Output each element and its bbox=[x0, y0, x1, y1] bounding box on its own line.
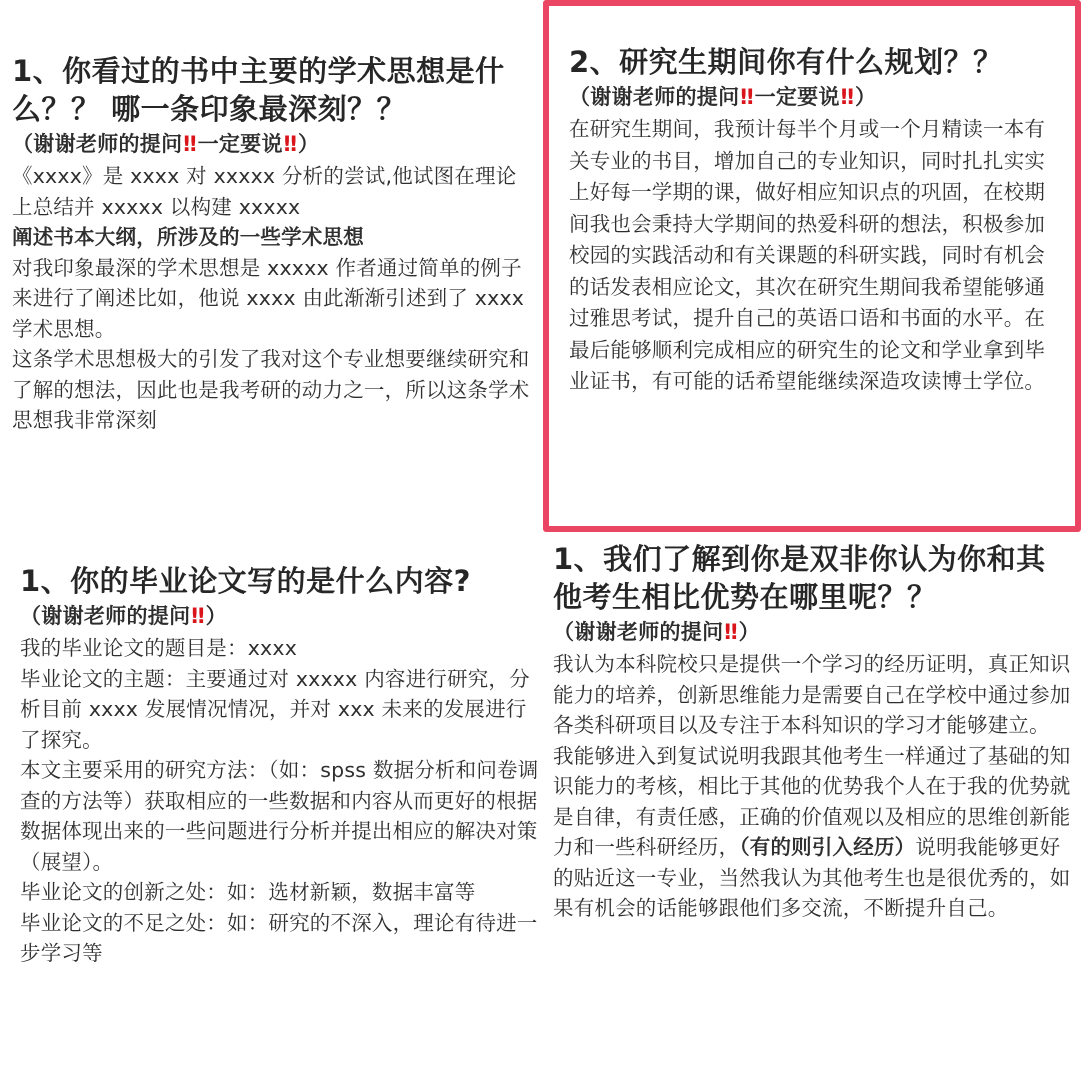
question-subtitle: （谢谢老师的提问‼ ） bbox=[553, 620, 760, 644]
answer-body bbox=[569, 114, 1057, 398]
question-subtitle: （谢谢老师的提问‼ 一定要说‼ ） bbox=[569, 85, 877, 109]
question-subtitle: （谢谢老师的提问‼ 一定要说‼ ） bbox=[12, 132, 320, 156]
answer-paragraph: 毕业论文的不足之处：如：研究的不深入，理论有待进一步学习等 bbox=[20, 910, 538, 965]
answer-paragraph: 《xxxx》是 xxxx 对 xxxxx 分析的尝试,他试图在理论上总结并 xxxxx 以构建 xxxxx bbox=[12, 164, 517, 219]
question-title: 2、研究生期间你有什么规划？？ bbox=[569, 45, 1003, 79]
answer-paragraph: 我能够进入到复试说明我跟其他考生一样通过了基础的知识能力的考核，相比于其他的优势我个人在于我的优势就是自律，有责任感，正确的价值观以及相应的思维创新能力和一些科研经历，（有的则引入经历）说明我能够更好的贴近这一专业，当然我认为其他考生也是很优秀的，如果有机会的话能够跟他们多交流，不断提升自己。 bbox=[553, 743, 1071, 920]
double-exclamation-icon: ‼ bbox=[283, 132, 294, 156]
question-subtitle: （谢谢老师的提问‼ ） bbox=[20, 604, 227, 628]
answer-paragraph: 我认为本科院校只是提供一个学习的经历证明，真正知识能力的培养，创新思维能力是需要自己在学校中通过参加各类科研项目以及专注于本科知识的学习才能够建立。 bbox=[553, 652, 1071, 737]
question-panel-plan bbox=[543, 0, 1081, 532]
answer-paragraph: 本文主要采用的研究方法：（如：spss 数据分析和问卷调查的方法等）获取相应的一些数据和内容从而更好的根据数据体现出来的一些问题进行分析并提出相应的解决对策（展望）。 bbox=[20, 758, 539, 874]
question-title: 1、我们了解到你是双非你认为你和其他考生相比优势在哪里呢？？ bbox=[553, 542, 1046, 614]
answer-paragraph: 在研究生期间，我预计每半个月或一个月精读一本有关专业的书目，增加自己的专业知识，同时扎扎实实上好每一学期的课，做好相应知识点的巩固，在校期间我也会秉持大学期间的热爱科研的想法，积极参加校园的实践活动和有关课题的科研实践，同时有机会的话发表相应论文，其次在研究生期间我希望能够通过雅思考试，提升自己的英语口语和书面的水平。在最后能够顺利完成相应的研究生的论文和学业拿到毕业证书，有可能的话希望能继续深造攻读博士学位。 bbox=[569, 117, 1046, 393]
question-panel-thesis bbox=[20, 562, 540, 969]
answer-paragraph: 对我印象最深的学术思想是 xxxxx 作者通过简单的例子来进行了阐述比如，他说 xxxx 由此渐渐引述到了 xxxx 学术思想。 bbox=[12, 255, 525, 341]
question-panel-book bbox=[12, 52, 532, 436]
double-exclamation-icon: ‼ bbox=[724, 620, 735, 644]
emphasis-text: （有的则引入经历） bbox=[739, 835, 916, 859]
answer-paragraph: 毕业论文的主题：主要通过对 xxxxx 内容进行研究，分析目前 xxxx 发展情况情况，并对 xxx 未来的发展进行了探究。 bbox=[20, 666, 530, 752]
double-exclamation-icon: ‼ bbox=[191, 604, 202, 628]
answer-paragraph: 毕业论文的创新之处：如：选材新颖，数据丰富等 bbox=[20, 880, 476, 904]
question-title: 1、你看过的书中主要的学术思想是什么？？ 哪一条印象最深刻？？ bbox=[12, 54, 505, 126]
double-exclamation-icon: ‼ bbox=[740, 85, 751, 109]
answer-paragraph: 阐述书本大纲，所涉及的一些学术思想 bbox=[12, 225, 364, 249]
double-exclamation-icon: ‼ bbox=[183, 132, 194, 156]
answer-paragraph: 我的毕业论文的题目是：xxxx bbox=[20, 636, 298, 660]
answer-body bbox=[12, 161, 532, 436]
question-panel-advantage bbox=[553, 540, 1073, 924]
answer-body bbox=[20, 633, 540, 969]
answer-paragraph: 这条学术思想极大的引发了我对这个专业想要继续研究和了解的想法，因此也是我考研的动力之一，所以这条学术思想我非常深刻 bbox=[12, 347, 530, 432]
question-title: 1、你的毕业论文写的是什么内容? bbox=[20, 564, 472, 598]
answer-body bbox=[553, 649, 1073, 924]
double-exclamation-icon: ‼ bbox=[840, 85, 851, 109]
